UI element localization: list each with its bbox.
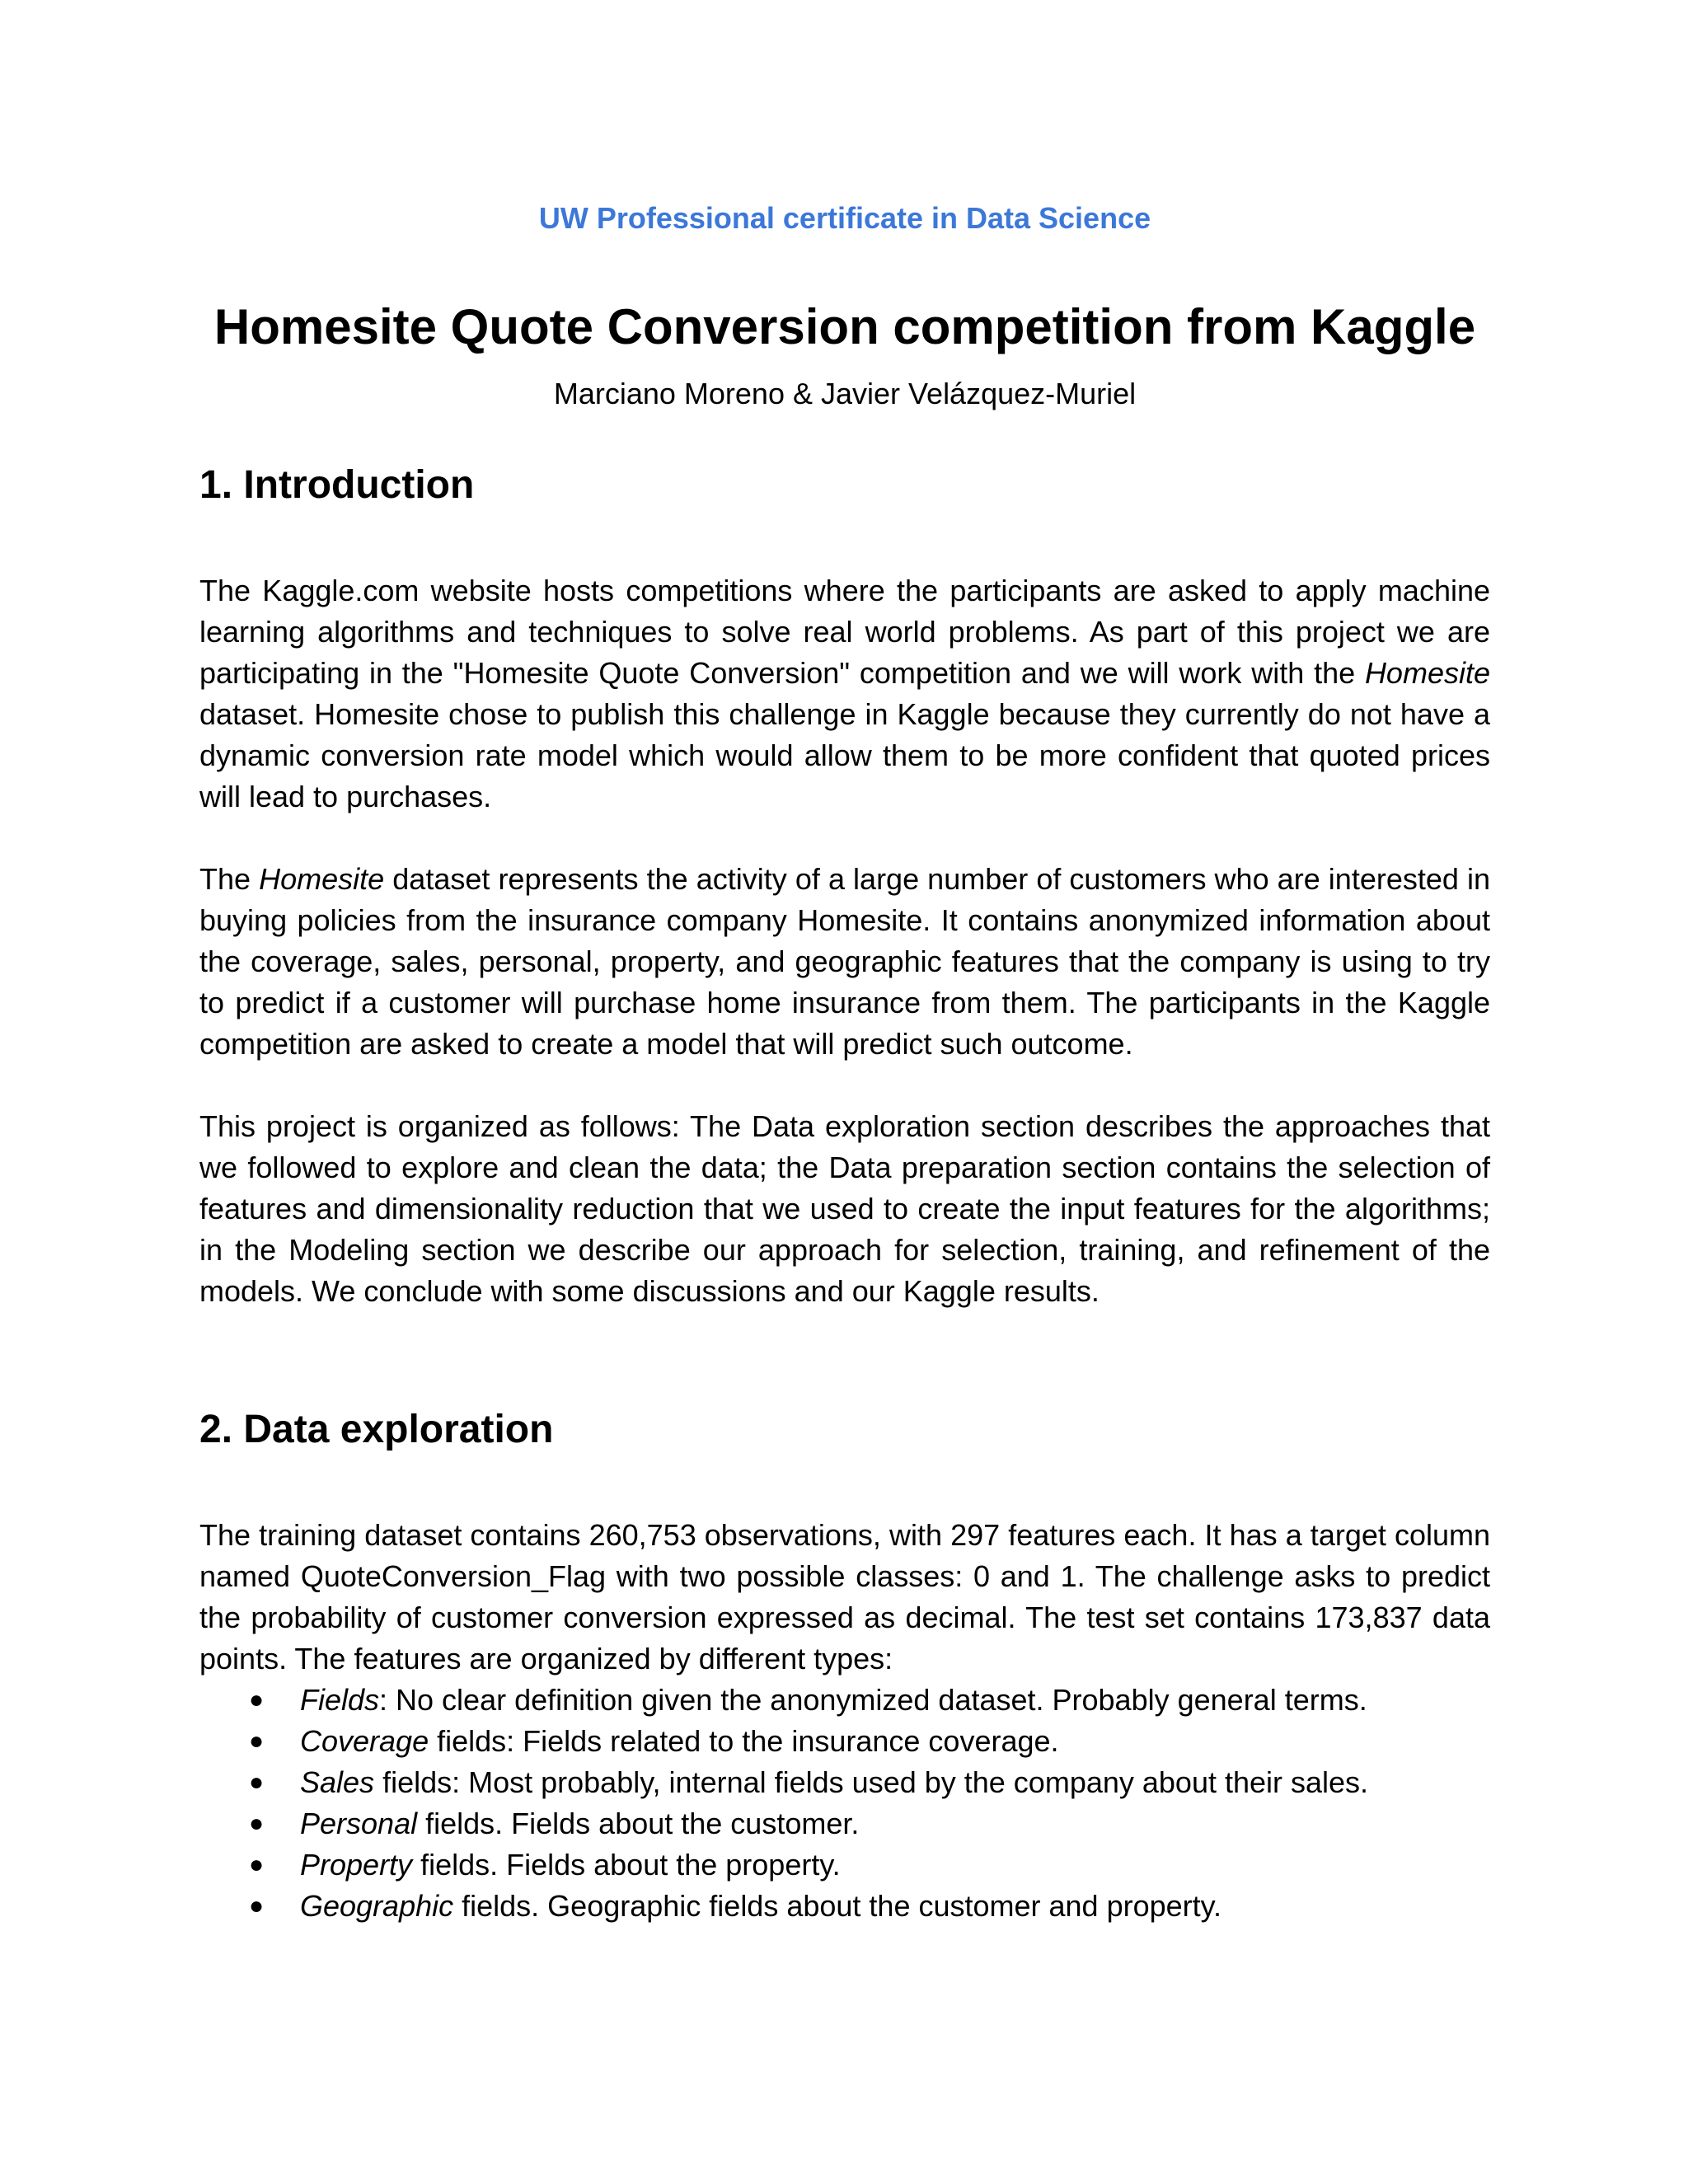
list-item <box>199 1886 1490 1927</box>
bullet-icon: ● <box>249 1810 265 1837</box>
bullet-icon: ● <box>249 1769 265 1796</box>
list-item <box>199 1803 1490 1844</box>
list-item-text: fields. Fields about the property. <box>412 1848 841 1882</box>
list-item-emphasis: Coverage <box>300 1724 429 1758</box>
intro-p1-text-a: The Kaggle.com website hosts competitions where the participants are asked to apply machine learning algorithms and techniques to solve real world problems. As part of this project we are participating in the "Homesite Quote Conversion" competition and we will work with the <box>199 574 1490 690</box>
intro-paragraph-3: This project is organized as follows: The Data exploration section describes the approaches that we followed to explore and clean the data; the Data preparation section contains the selection of features and dimensionality reduction that we used to create the input features for the algorithms; in the Modeling section we describe our approach for selection, training, and refinement of the models. We conclude with some discussions and our Kaggle results. <box>199 1109 1490 1308</box>
paper-title: Homesite Quote Conversion competition from Kaggle <box>213 299 1476 354</box>
intro-p2-text-a: The <box>199 862 260 896</box>
list-item-emphasis: Sales <box>300 1765 375 1799</box>
intro-p2-emphasis: Homesite <box>259 862 385 896</box>
intro-p1-text-b: dataset. Homesite chose to publish this challenge in Kaggle because they currently do not have a dynamic conversion rate model which would allow them to be more confident that quoted prices will lead to purchases. <box>199 697 1490 813</box>
list-item-text: fields. Geographic fields about the customer and property. <box>453 1889 1221 1923</box>
bullet-icon: ● <box>249 1727 265 1755</box>
list-item <box>199 1680 1490 1721</box>
list-item <box>199 1762 1490 1803</box>
intro-paragraph-2 <box>199 859 1490 1065</box>
program-kicker: UW Professional certificate in Data Science <box>538 201 1151 235</box>
list-item <box>199 1721 1490 1762</box>
section-heading-data-exploration: 2. Data exploration <box>199 1408 554 1451</box>
page-content <box>199 194 1490 1927</box>
feature-type-list <box>199 1680 1490 1927</box>
bullet-icon: ● <box>249 1892 265 1919</box>
intro-paragraph-1 <box>199 570 1490 818</box>
paper-authors: Marciano Moreno & Javier Velázquez-Muriel <box>553 377 1137 410</box>
intro-p1-emphasis: Homesite <box>1364 656 1490 690</box>
list-item-text: fields: Most probably, internal fields used by the company about their sales. <box>374 1765 1369 1799</box>
list-item-text: fields. Fields about the customer. <box>417 1807 860 1840</box>
list-item-emphasis: Property <box>300 1848 413 1882</box>
list-item-text: : No clear definition given the anonymized dataset. Probably general terms. <box>379 1683 1367 1717</box>
bullet-icon: ● <box>249 1686 265 1713</box>
bullet-icon: ● <box>249 1851 265 1878</box>
exploration-paragraph-1: The training dataset contains 260,753 observations, with 297 features each. It has a target column named QuoteConversion_Flag with two possible classes: 0 and 1. The challenge asks to predict the probability of customer conversion expressed as decimal. The test set contains 173,837 data points. The features are organized by different types: <box>199 1518 1490 1675</box>
list-item-emphasis: Geographic <box>300 1889 454 1923</box>
intro-p2-text-b: dataset represents the activity of a large number of customers who are interested in buying policies from the insurance company Homesite. It contains anonymized information about the coverage, sales, personal, property, and geographic features that the company is using to try to predict if a customer will purchase home insurance from them. The participants in the Kaggle competition are asked to create a model that will predict such outcome. <box>199 862 1490 1061</box>
list-item-emphasis: Personal <box>300 1807 418 1840</box>
section-heading-introduction: 1. Introduction <box>199 463 475 507</box>
list-item-text: fields: Fields related to the insurance coverage. <box>429 1724 1059 1758</box>
list-item <box>199 1844 1490 1886</box>
list-item-emphasis: Fields <box>300 1683 380 1717</box>
